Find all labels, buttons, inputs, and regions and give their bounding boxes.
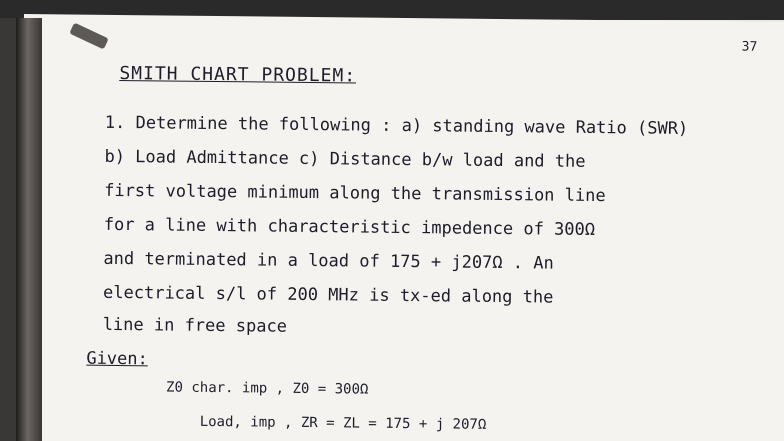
problem-line: line in free space	[102, 314, 288, 337]
problem-line: electrical s/l of 200 MHz is tx-ed along the	[102, 282, 554, 308]
given-heading: Given:	[86, 348, 148, 370]
notebook-page	[19, 14, 784, 441]
problem-line: b) Load Admittance c) Distance b/w load and the	[104, 146, 586, 172]
problem-line: and terminated in a load of 175 + j207Ω . An	[103, 248, 554, 274]
page-title: SMITH CHART PROBLEM:	[119, 63, 357, 87]
problem-line: 1. Determine the following : a) standing wave Ratio (SWR)	[104, 112, 689, 139]
given-line: Load, imp , ZR = ZL = 175 + j 207Ω	[199, 413, 487, 433]
notebook-binding	[16, 18, 42, 441]
problem-line: for a line with characteristic impedence of 300Ω	[103, 214, 596, 240]
problem-line: first voltage minimum along the transmission line	[104, 180, 606, 207]
page-number: 37	[741, 39, 758, 55]
given-line: Z0 char. imp , Z0 = 300Ω	[166, 379, 369, 398]
